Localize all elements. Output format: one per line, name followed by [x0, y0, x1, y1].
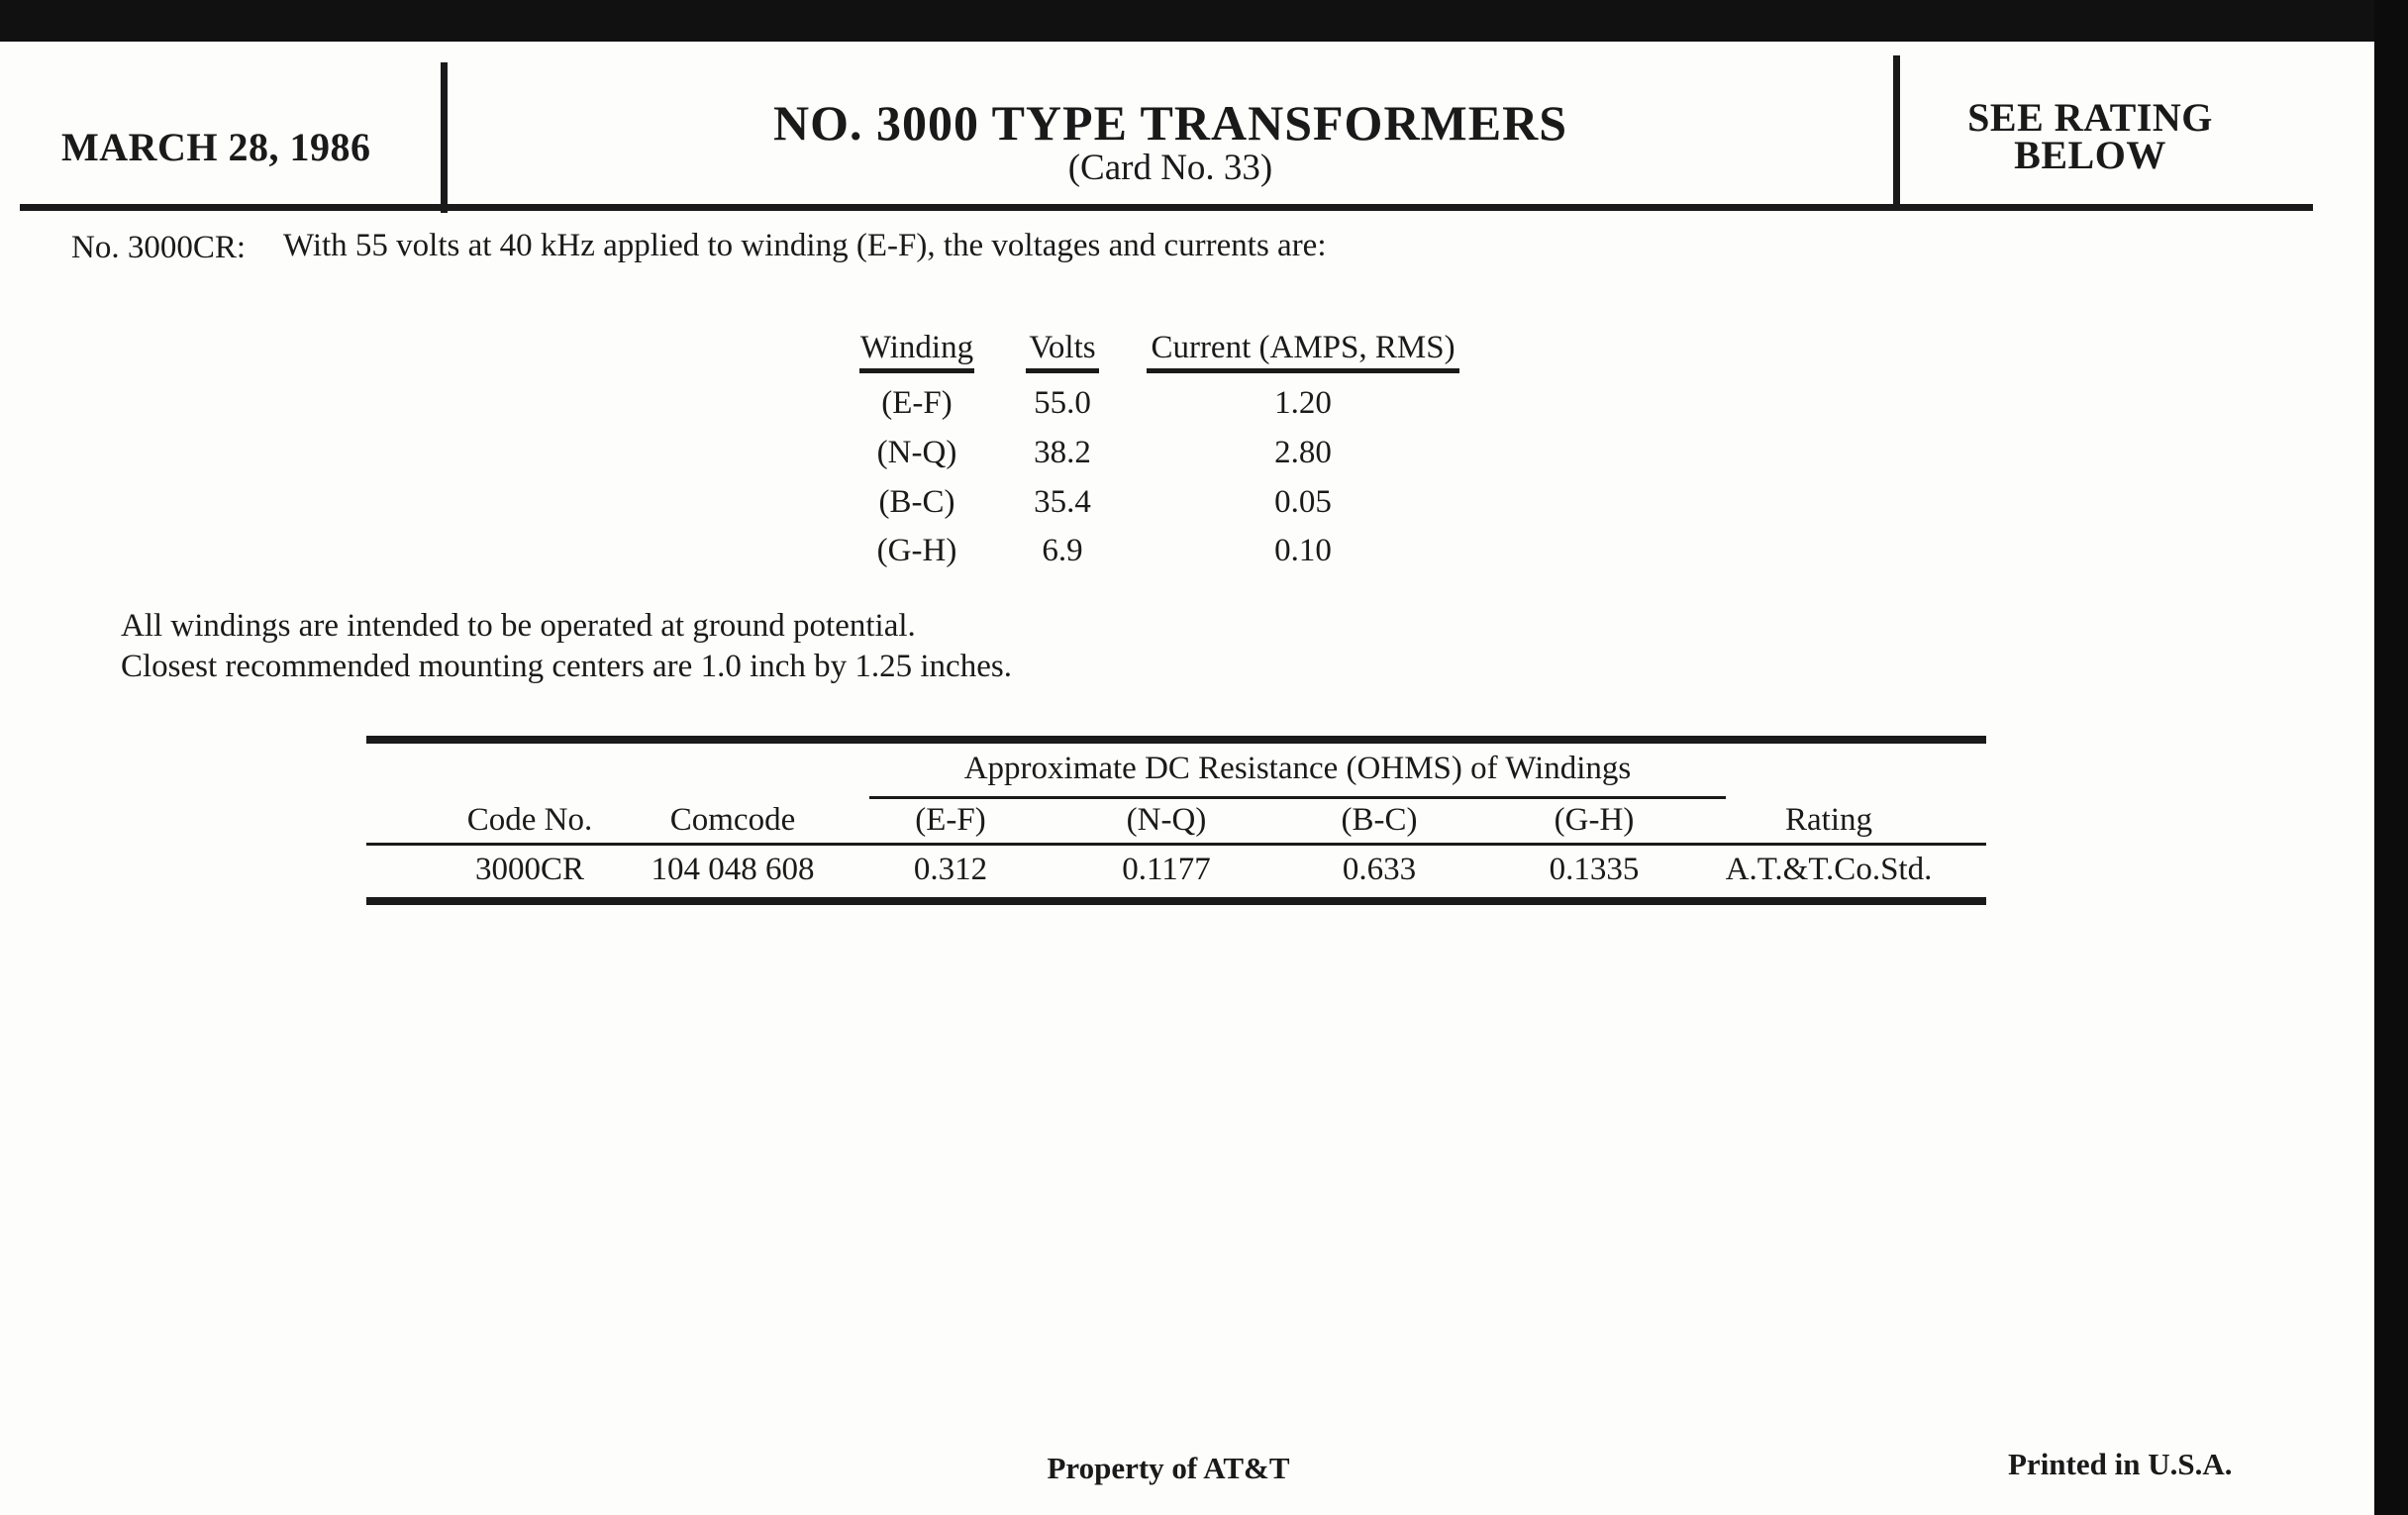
col-header-code: Code No.	[466, 802, 593, 838]
table-rule-header	[366, 843, 1986, 846]
cell-nq: 0.1177	[1122, 852, 1211, 887]
windings-header-current: Current (AMPS, RMS)	[1147, 330, 1459, 373]
col-header-gh: (G-H)	[1554, 802, 1635, 838]
windings-header-winding: Winding	[859, 330, 974, 373]
col-header-ef: (E-F)	[915, 802, 986, 838]
header-divider-left	[441, 62, 448, 213]
note-mounting-centers: Closest recommended mounting centers are 1.0 inch by 1.25 inches.	[121, 649, 1012, 684]
group-header-rule	[869, 796, 1726, 799]
windings-cell-current: 0.10	[1274, 533, 1332, 568]
cell-ef: 0.312	[913, 852, 988, 887]
cell-rating: A.T.&T.Co.Std.	[1725, 852, 1933, 887]
cell-bc: 0.633	[1342, 852, 1417, 887]
cell-code: 3000CR	[474, 852, 585, 887]
scan-edge	[2374, 0, 2408, 1515]
document-date: MARCH 28, 1986	[61, 125, 371, 169]
col-header-comcode: Comcode	[669, 802, 796, 838]
col-header-bc: (B-C)	[1341, 802, 1418, 838]
windings-cell-winding: (N-Q)	[876, 435, 957, 470]
card-number: (Card No. 33)	[1067, 148, 1273, 188]
windings-cell-current: 1.20	[1274, 385, 1332, 421]
windings-cell-current: 2.80	[1274, 435, 1332, 470]
windings-cell-volts: 35.4	[1034, 484, 1091, 520]
resistance-group-header: Approximate DC Resistance (OHMS) of Windings	[963, 751, 1632, 786]
windings-cell-volts: 55.0	[1034, 385, 1091, 421]
header-rule	[20, 204, 2313, 211]
rating-note-line2: BELOW	[2014, 133, 2166, 177]
cell-comcode: 104 048 608	[651, 852, 815, 887]
document-title: NO. 3000 TYPE TRANSFORMERS	[772, 95, 1568, 151]
header-divider-right	[1893, 55, 1900, 206]
col-header-nq: (N-Q)	[1126, 802, 1207, 838]
windings-cell-volts: 6.9	[1042, 533, 1083, 568]
col-header-rating: Rating	[1785, 802, 1872, 838]
windings-cell-winding: (E-F)	[881, 385, 953, 421]
rating-note	[1900, 95, 2280, 177]
table-rule-bottom	[366, 897, 1986, 905]
footer-property: Property of AT&T	[1047, 1451, 1290, 1485]
windings-cell-current: 0.05	[1274, 484, 1332, 520]
windings-cell-winding: (B-C)	[878, 484, 955, 520]
note-ground-potential: All windings are intended to be operated at ground potential.	[121, 608, 916, 644]
windings-cell-winding: (G-H)	[876, 533, 957, 568]
intro-text: With 55 volts at 40 kHz applied to winding (E-F), the voltages and currents are:	[283, 228, 1327, 263]
windings-cell-volts: 38.2	[1034, 435, 1091, 470]
cell-gh: 0.1335	[1549, 852, 1640, 887]
rating-note-line1: SEE RATING	[1967, 95, 2213, 140]
table-rule-top	[366, 736, 1986, 744]
windings-header-volts: Volts	[1026, 330, 1099, 373]
footer-printed: Printed in U.S.A.	[2008, 1447, 2233, 1481]
intro-code: No. 3000CR:	[71, 230, 247, 265]
